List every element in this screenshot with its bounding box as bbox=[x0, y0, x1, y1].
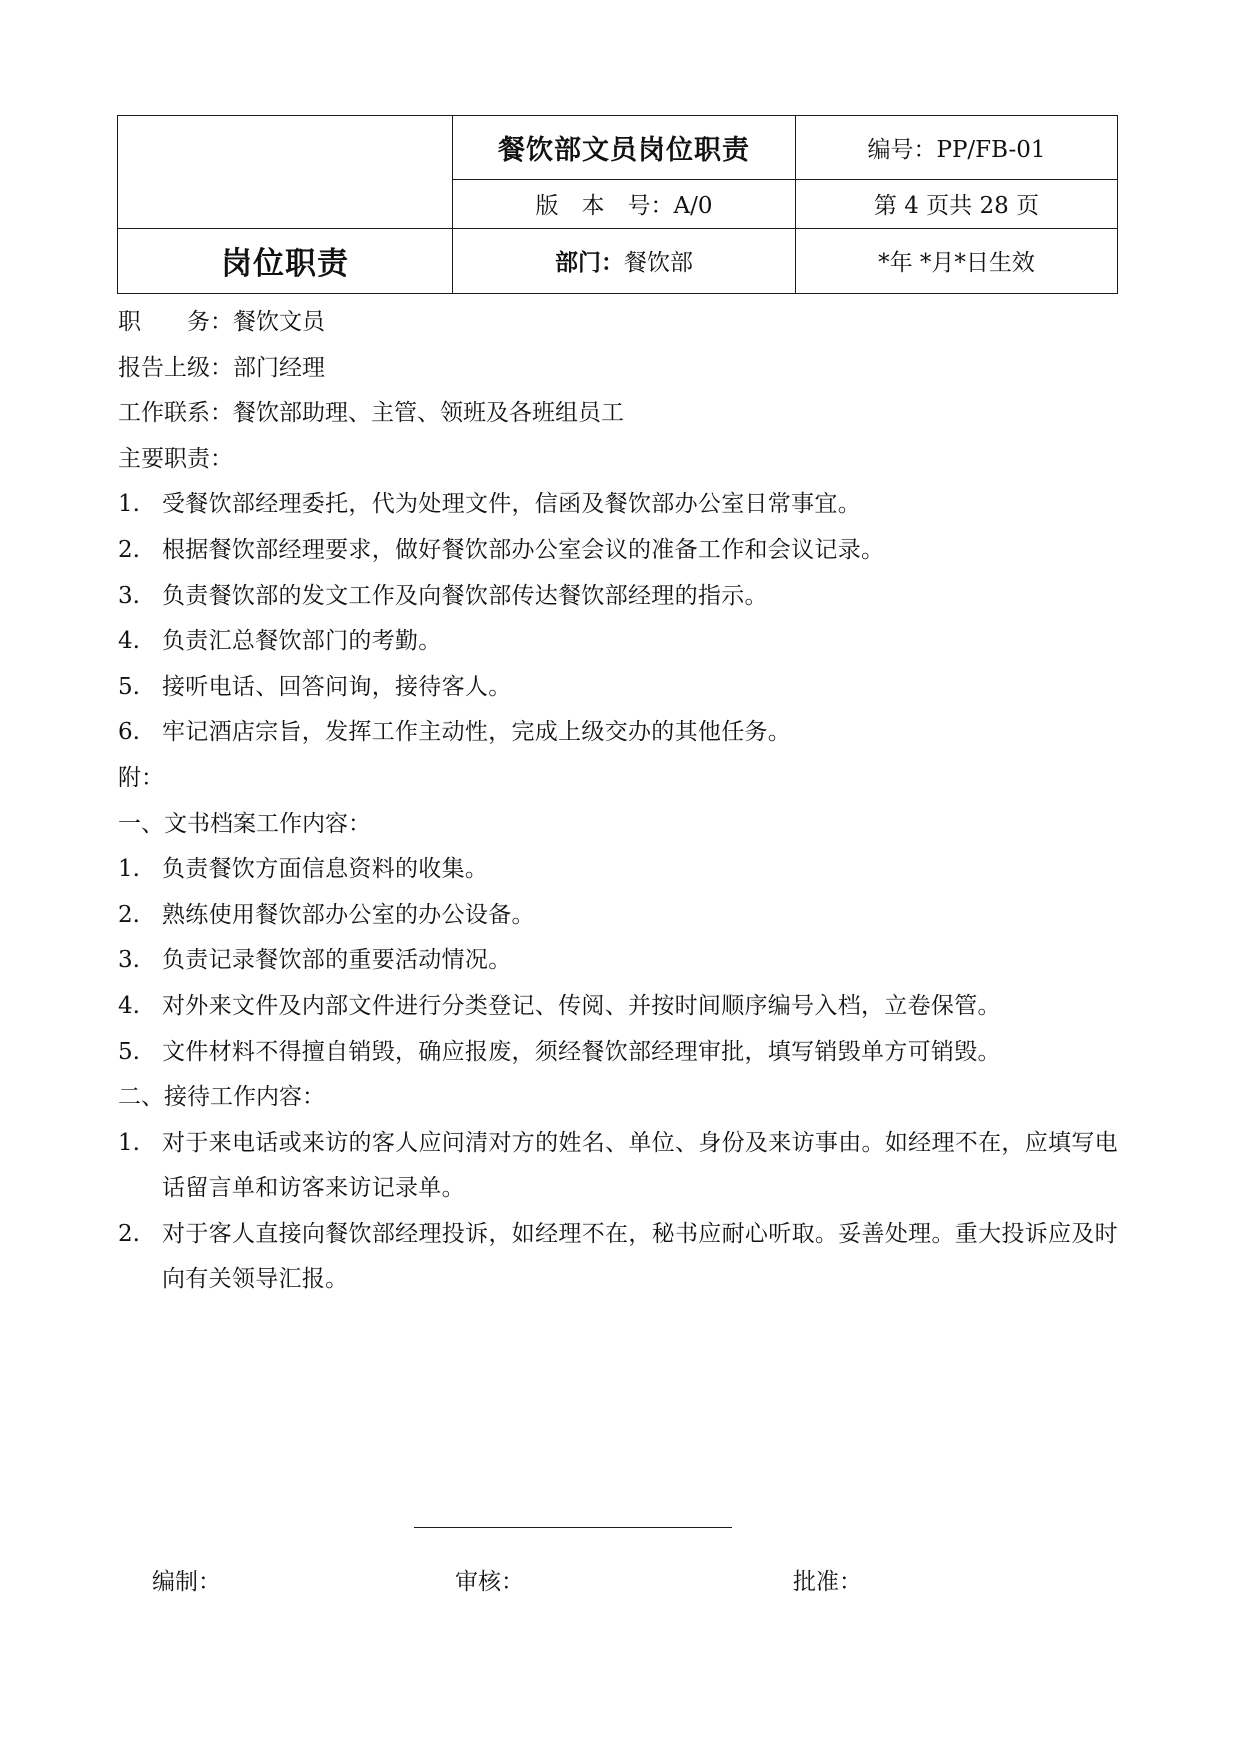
page-number: 第 4 页共 28 页 bbox=[796, 180, 1118, 228]
section-b-item bbox=[118, 1212, 1118, 1303]
duty-number: 1. bbox=[118, 491, 140, 518]
item-number: 5. bbox=[118, 1038, 140, 1065]
appendix-label: 附： bbox=[118, 764, 164, 791]
duty-number: 3. bbox=[118, 582, 140, 609]
item-number: 3. bbox=[118, 947, 140, 974]
position-line bbox=[118, 300, 1118, 346]
duty-item bbox=[118, 665, 1118, 711]
item-text: 对于来电话或来访的客人应问清对方的姓名、单位、身份及来访事由。如经理不在，应填写电话留言单和访客来访记录单。 bbox=[162, 1129, 1118, 1202]
signature-divider bbox=[414, 1527, 732, 1528]
duty-number: 4. bbox=[118, 628, 140, 655]
section-a-item bbox=[118, 984, 1118, 1030]
item-text: 对于客人直接向餐饮部经理投诉，如经理不在，秘书应耐心听取。妥善处理。重大投诉应及时向有关领导汇报。 bbox=[162, 1220, 1118, 1293]
version-number: 版 本 号：A/0 bbox=[453, 180, 796, 228]
prepared-by-label: 编制： bbox=[152, 1569, 221, 1595]
header-table bbox=[117, 115, 1118, 294]
duty-item bbox=[118, 482, 1118, 528]
duty-text: 受餐饮部经理委托，代为处理文件，信函及餐饮部办公室日常事宜。 bbox=[162, 491, 861, 518]
header-blank-cell bbox=[118, 116, 453, 229]
contacts-line bbox=[118, 391, 1118, 437]
item-number: 1. bbox=[118, 1129, 140, 1156]
duty-text: 牢记酒店宗旨，发挥工作主动性，完成上级交办的其他任务。 bbox=[162, 719, 792, 746]
superior-label: 报告上级： bbox=[118, 354, 233, 381]
duty-number: 6. bbox=[118, 719, 140, 746]
section-b-item bbox=[118, 1121, 1118, 1212]
duty-text: 根据餐饮部经理要求，做好餐饮部办公室会议的准备工作和会议记录。 bbox=[162, 536, 885, 563]
item-number: 2. bbox=[118, 1220, 140, 1247]
duty-text: 接听电话、回答问询，接待客人。 bbox=[162, 673, 512, 700]
duty-item bbox=[118, 710, 1118, 756]
item-text: 熟练使用餐饮部办公室的办公设备。 bbox=[162, 901, 535, 928]
duty-number: 2. bbox=[118, 536, 140, 563]
duty-text: 负责汇总餐饮部门的考勤。 bbox=[162, 628, 442, 655]
position-label: 职 务： bbox=[118, 309, 233, 335]
section-a-heading: 一、文书档案工作内容： bbox=[118, 810, 371, 837]
section-a-item bbox=[118, 893, 1118, 939]
item-text: 对外来文件及内部文件进行分类登记、传阅、并按时间顺序编号入档，立卷保管。 bbox=[162, 992, 1001, 1019]
section-a-item bbox=[118, 1030, 1118, 1076]
item-text: 文件材料不得擅自销毁，确应报废，须经餐饮部经理审批，填写销毁单方可销毁。 bbox=[162, 1038, 1001, 1065]
item-text: 负责记录餐饮部的重要活动情况。 bbox=[162, 947, 512, 974]
superior-line bbox=[118, 346, 1118, 392]
duty-number: 5. bbox=[118, 673, 140, 700]
item-number: 4. bbox=[118, 992, 140, 1019]
item-text: 负责餐饮方面信息资料的收集。 bbox=[162, 856, 489, 883]
document-body bbox=[118, 300, 1118, 1303]
section-a-item bbox=[118, 938, 1118, 984]
item-number: 1. bbox=[118, 856, 140, 883]
duty-text: 负责餐饮部的发文工作及向餐饮部传达餐饮部经理的指示。 bbox=[162, 582, 768, 609]
department bbox=[453, 228, 796, 293]
item-number: 2. bbox=[118, 901, 140, 928]
approved-by-label: 批准： bbox=[793, 1569, 862, 1595]
section-title: 岗位职责 bbox=[118, 228, 453, 293]
department-label: 部门： bbox=[555, 250, 624, 277]
position-value: 餐饮文员 bbox=[233, 309, 325, 335]
section-a-item bbox=[118, 847, 1118, 893]
duty-item bbox=[118, 574, 1118, 620]
duty-item bbox=[118, 528, 1118, 574]
section-b-heading: 二、接待工作内容： bbox=[118, 1084, 325, 1111]
duties-heading: 主要职责： bbox=[118, 445, 233, 472]
document-code: 编号：PP/FB-01 bbox=[796, 116, 1118, 180]
department-value: 餐饮部 bbox=[624, 250, 693, 277]
reviewed-by-label: 审核： bbox=[455, 1569, 524, 1595]
superior-value: 部门经理 bbox=[233, 354, 325, 381]
contacts-label: 工作联系： bbox=[118, 400, 233, 427]
duty-item bbox=[118, 619, 1118, 665]
contacts-value: 餐饮部助理、主管、领班及各班组员工 bbox=[233, 400, 624, 427]
document-title: 餐饮部文员岗位职责 bbox=[453, 116, 796, 180]
effective-date: *年 *月*日生效 bbox=[796, 228, 1118, 293]
